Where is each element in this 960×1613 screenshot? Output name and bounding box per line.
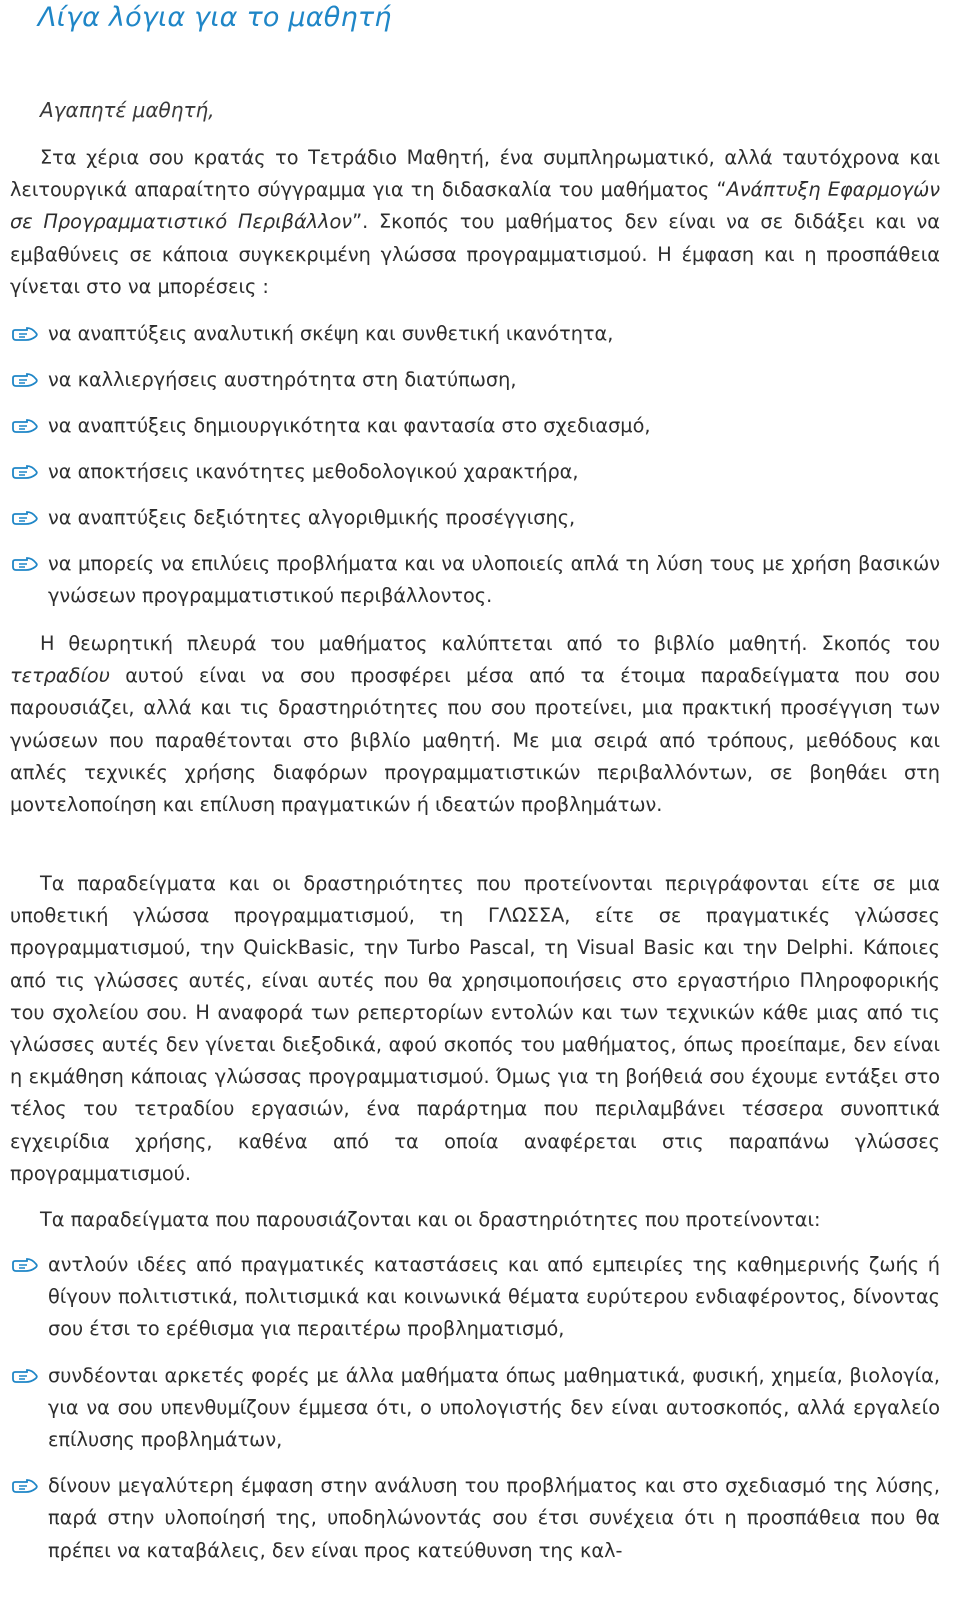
hand-pointing-right-icon xyxy=(12,511,38,525)
examples-intro: Τα παραδείγματα που παρουσιάζονται και οι δραστηριότητες που προτείνονται: xyxy=(40,1208,821,1231)
hand-pointing-right-icon xyxy=(12,557,38,571)
list-item: να αποκτήσεις ικανότητες μεθοδολογικού χαρακτήρα, xyxy=(10,456,940,502)
greeting: Αγαπητέ μαθητή, xyxy=(40,98,215,122)
list-item: αντλούν ιδέες από πραγματικές καταστάσεις και από εμπειρίες της καθημερινής ζωής ή θίγουν πολιτιστικά, πολιτισμικά και κοινωνικά θέματα ευρύτερου ενδιαφέροντος, δίνοντας σου έτσι το ερέθισμα για περαιτέρω προβληματισμό, xyxy=(10,1249,940,1346)
list-item: να μπορείς να επιλύεις προβλήματα και να υλοποιείς απλά τη λύση τους με χρήση βασικών γνώσεων προγραμματιστικού περιβάλλοντος. xyxy=(10,548,940,612)
intro-text-start: Στα χέρια σου κρατάς το Τετράδιο Μαθητή, ένα συμπληρωματικό, αλλά ταυτόχρονα και λειτουργικά απαραίτητο σύγγραμμα για τη διδασκαλία του μαθήματος “ xyxy=(10,146,940,202)
examples-list xyxy=(10,1249,940,1567)
list-item: δίνουν μεγαλύτερη έμφαση στην ανάλυση του προβλήματος και στο σχεδιασμό της λύσης, παρά στην υλοποίησή της, υποδηλώνοντάς σου έτσι συνέχεια ότι η προσπάθεια που θα πρέπει να καταβάλεις, δεν είναι προς κατεύθυνση της καλ- xyxy=(10,1470,940,1567)
list-item: να καλλιεργήσεις αυστηρότητα στη διατύπωση, xyxy=(10,364,940,410)
intro-course-title: Ανάπτυξη Εφαρμογών σε Προγραμματιστικό Περιβάλλον xyxy=(10,178,940,234)
intro-text-end: ”. Σκοπός του μαθήματος δεν είναι να σε διδάξει και να εμβαθύνεις σε κάποια συγκεκριμένη γλώσσα προγραμματισμού. Η έμφαση και η προσπάθεια γίνεται στο να μπορέσεις : xyxy=(10,210,940,298)
hand-pointing-right-icon xyxy=(12,419,38,433)
hand-pointing-right-icon xyxy=(12,465,38,479)
page-title: Λίγα λόγια για το μαθητή xyxy=(38,2,392,33)
hand-pointing-right-icon xyxy=(12,1258,38,1272)
list-item: συνδέονται αρκετές φορές με άλλα μαθήματα όπως μαθηματικά, φυσική, χημεία, βιολογία, για να σου υπενθυμίζουν έμμεσα ότι, ο υπολογιστής δεν είναι αυτοσκοπός, αλλά εργαλείο επίλυσης προβλημάτων, xyxy=(10,1360,940,1457)
list-item: να αναπτύξεις αναλυτική σκέψη και συνθετική ικανότητα, xyxy=(10,318,940,364)
hand-pointing-right-icon xyxy=(12,327,38,341)
list-item: να αναπτύξεις δεξιότητες αλγοριθμικής προσέγγισης, xyxy=(10,502,940,548)
intro-paragraph xyxy=(10,142,940,303)
list-item: να αναπτύξεις δημιουργικότητα και φαντασία στο σχεδιασμό, xyxy=(10,410,940,456)
theory-paragraph: Η θεωρητική πλευρά του μαθήματος καλύπτεται από το βιβλίο μαθητή. Σκοπός του τετραδίου αυτού είναι να σου προσφέρει μέσα από τα έτοιμα παραδείγματα που σου παρουσιάζει, αλλά και τις δραστηριότητες που σου προτείνει, μια πρακτική προσέγγιση των γνώσεων που παραθέτονται στο βιβλίο μαθητή. Με μια σειρά από τρόπους, μεθόδους και απλές τεχνικές χρήσης διαφόρων προγραμματιστικών περιβαλλόντων, σε βοηθάει στη μοντελοποίηση και επίλυση πραγματικών ή ιδεατών προβλημάτων. xyxy=(10,632,940,817)
hand-pointing-right-icon xyxy=(12,373,38,387)
hand-pointing-right-icon xyxy=(12,1369,38,1383)
goals-list xyxy=(10,318,940,612)
workbook-word: τετραδίου xyxy=(10,664,110,688)
languages-paragraph: Τα παραδείγματα και οι δραστηριότητες που προτείνονται περιγράφονται είτε σε μια υποθετική γλώσσα προγραμματισμού, τη ΓΛΩΣΣΑ, είτε σε πραγματικές γλώσσες προγραμματισμού, την QuickBasic, την Turbo Pascal, τη Visual Basic και την Delphi. Κάποιες από τις γλώσσες αυτές, είναι αυτές που θα χρησιμοποιήσεις στο εργαστήριο Πληροφορικής του σχολείου σου. Η αναφορά των ρεπερτορίων εντολών και των τεχνικών κάθε μιας από τις γλώσσες αυτές δεν γίνεται διεξοδικά, αφού σκοπός του μαθήματος, όπως προείπαμε, δεν είναι η εκμάθηση κάποιας γλώσσας προγραμματισμού. Όμως για τη βοήθειά σου έχουμε εντάξει στο τέλος του τετραδίου εργασιών, ένα παράρτημα που περιλαμβάνει τέσσερα συνοπτικά εγχειρίδια χρήσης, καθένα από τα οποία αναφέρεται στις παραπάνω γλώσσες προγραμματισμού. xyxy=(10,872,940,1185)
hand-pointing-right-icon xyxy=(12,1479,38,1493)
